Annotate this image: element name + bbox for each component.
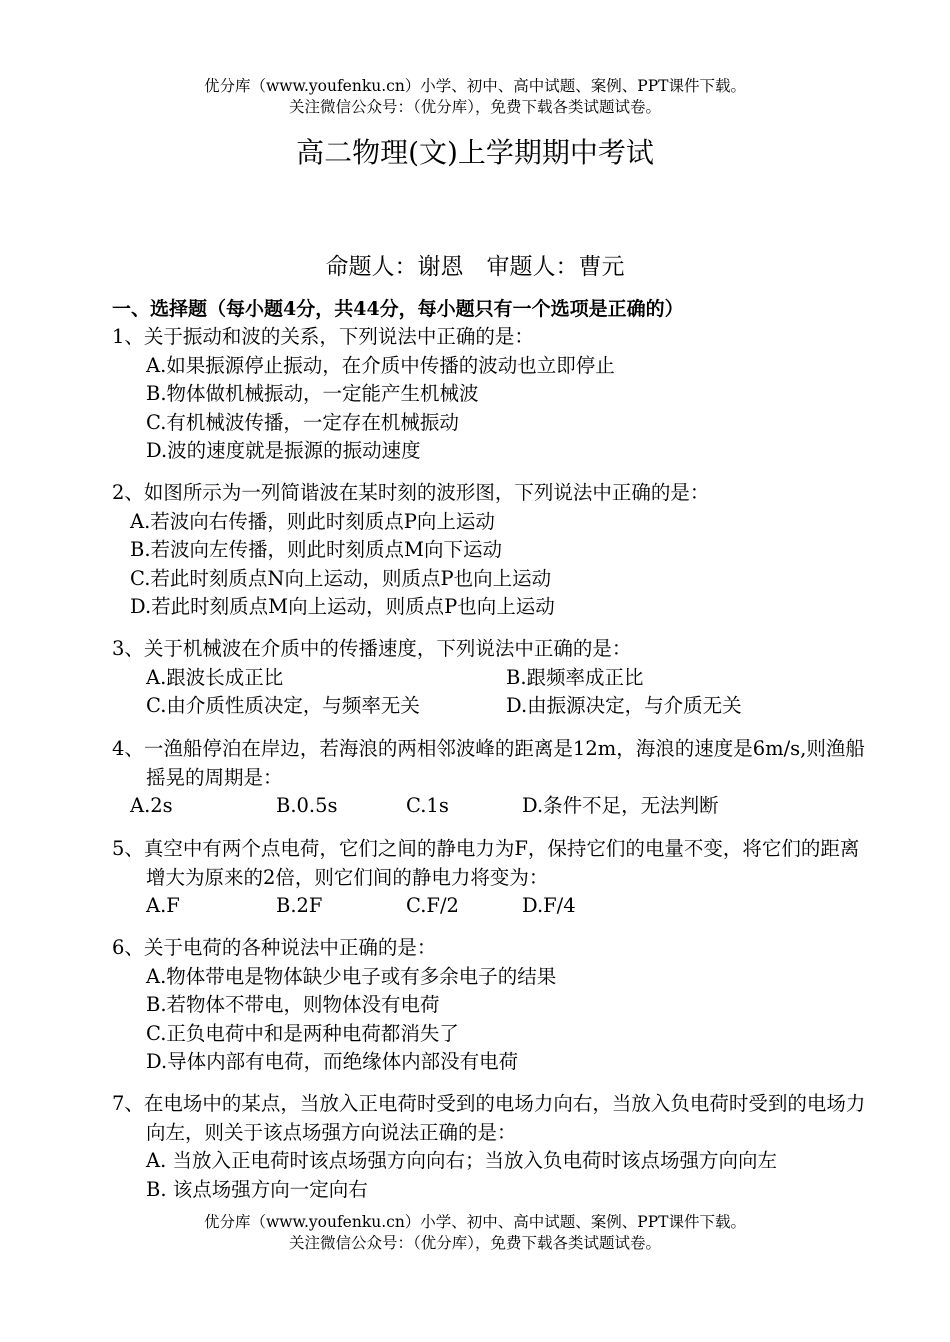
question-stem: 5、真空中有两个点电荷，它们之间的静电力为F，保持它们的电量不变，将它们的距离增大为原来的2倍，则它们间的静电力将变为： — [112, 837, 860, 889]
option-b: B.0.5s — [276, 794, 338, 817]
question-3 — [112, 635, 872, 721]
option-row-2 — [112, 692, 872, 721]
option-c: C.1s — [406, 794, 449, 817]
question-4 — [112, 735, 872, 821]
option-a: A.物体带电是物体缺少电子或有多余电子的结果 — [146, 964, 557, 988]
option-a: A.跟波长成正比 — [146, 665, 284, 689]
option-c: C.正负电荷中和是两种电荷都消失了 — [146, 1021, 459, 1045]
question-2 — [112, 479, 872, 622]
option-d: D.导体内部有电荷，而绝缘体内部没有电荷 — [146, 1050, 519, 1073]
question-1 — [112, 323, 872, 466]
section-heading: 一、选择题（每小题4分，共44分，每小题只有一个选项是正确的） — [112, 298, 684, 320]
option-d: D.F/4 — [522, 894, 576, 917]
option-a: A.如果振源停止振动，在介质中传播的波动也立即停止 — [146, 353, 615, 377]
option-row — [112, 792, 872, 821]
exam-title: 高二物理(文)上学期期中考试 — [296, 136, 654, 169]
option-c: C.由介质性质决定，与频率无关 — [146, 694, 420, 717]
option-d: D.波的速度就是振源的振动速度 — [146, 439, 421, 462]
question-stem: 6、关于电荷的各种说法中正确的是： — [112, 936, 437, 959]
question-6 — [112, 934, 872, 1077]
option-d: D.条件不足，无法判断 — [522, 794, 719, 817]
footer-line-1: 优分库（www.youfenku.cn）小学、初中、高中试题、案例、PPT课件下载。 — [203, 1213, 747, 1231]
question-stem: 1、关于振动和波的关系，下列说法中正确的是： — [112, 325, 534, 348]
option-a: A. 当放入正电荷时该点场强方向向右；当放入负电荷时该点场强方向向左 — [146, 1149, 777, 1172]
option-b: B.若物体不带电，则物体没有电荷 — [146, 993, 440, 1016]
question-stem: 2、如图所示为一列简谐波在某时刻的波形图，下列说法中正确的是： — [112, 481, 710, 504]
option-b: B.物体做机械振动，一定能产生机械波 — [146, 382, 479, 405]
option-a: A.2s — [130, 794, 173, 817]
question-stem: 3、关于机械波在介质中的传播速度，下列说法中正确的是： — [112, 637, 632, 660]
option-c: C.有机械波传播，一定存在机械振动 — [146, 410, 459, 434]
header-line-2: 关注微信公众号：（优分库），免费下载各类试题试卷。 — [288, 98, 661, 116]
option-c: C.若此时刻质点N向上运动，则质点P也向上运动 — [130, 566, 552, 590]
footer-line-2: 关注微信公众号：（优分库），免费下载各类试题试卷。 — [288, 1234, 661, 1252]
question-7 — [112, 1090, 872, 1204]
option-d: D.由振源决定，与介质无关 — [506, 694, 742, 717]
option-b: B.若波向左传播，则此时刻质点M向下运动 — [130, 538, 502, 561]
header-line-1: 优分库（www.youfenku.cn）小学、初中、高中试题、案例、PPT课件下载。 — [203, 77, 747, 95]
option-b: B.跟频率成正比 — [506, 665, 644, 689]
option-c: C.F/2 — [406, 894, 459, 917]
option-d: D.若此时刻质点M向上运动，则质点P也向上运动 — [130, 595, 555, 618]
option-b: B.2F — [276, 894, 323, 917]
option-row-1 — [112, 664, 872, 693]
option-row — [112, 892, 872, 921]
exam-authors: 命题人：谢恩 审题人：曹元 — [325, 254, 625, 280]
question-5 — [112, 835, 872, 921]
option-a: A.若波向右传播，则此时刻质点P向上运动 — [130, 509, 495, 533]
question-stem: 7、在电场中的某点，当放入正电荷时受到的电场力向右，当放入负电荷时受到的电场力向左，则关于该点场强方向说法正确的是： — [112, 1092, 866, 1144]
option-b: B. 该点场强方向一定向右 — [146, 1177, 368, 1201]
option-a: A.F — [146, 894, 180, 917]
question-stem: 4、一渔船停泊在岸边，若海浪的两相邻波峰的距离是12m，海浪的速度是6m/s,则渔船摇晃的周期是： — [112, 737, 865, 789]
